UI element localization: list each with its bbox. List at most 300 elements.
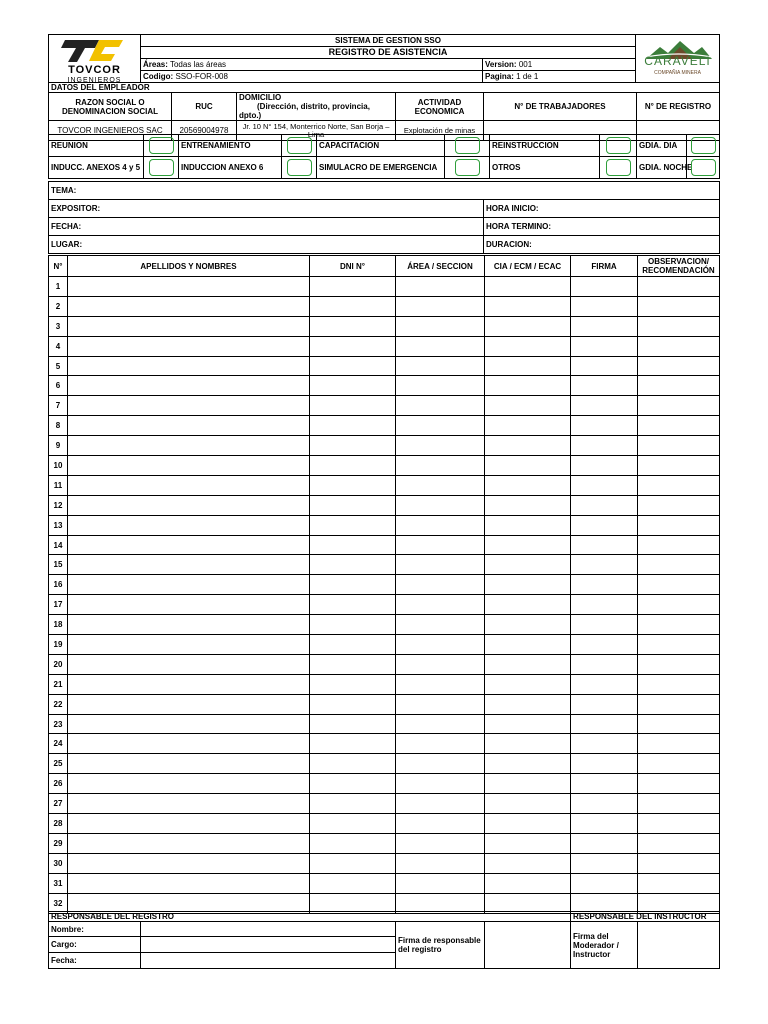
attendance-rows — [49, 277, 720, 914]
row-area-cell[interactable] — [396, 356, 485, 376]
col-domicilio: DOMICILIO (Dirección, distrito, provincia, dpto.) — [237, 93, 396, 121]
row-observacion-cell[interactable] — [638, 356, 720, 376]
row-cia-cell[interactable] — [485, 416, 571, 436]
row-observacion-cell[interactable] — [638, 316, 720, 336]
tema-field[interactable]: TEMA: — [49, 182, 720, 200]
row-area-cell[interactable] — [396, 396, 485, 416]
row-number: 21 — [49, 674, 68, 694]
row-observacion-cell[interactable] — [638, 873, 720, 893]
tovcor-logo-cell — [49, 35, 141, 83]
cargo-input[interactable] — [141, 937, 396, 953]
row-name-cell[interactable] — [68, 436, 310, 456]
row-number: 16 — [49, 575, 68, 595]
duracion-field[interactable]: DURACION: — [484, 236, 720, 254]
row-cia-cell[interactable] — [485, 774, 571, 794]
table-row — [49, 436, 720, 456]
row-name-cell[interactable] — [68, 277, 310, 297]
row-cia-cell[interactable] — [485, 853, 571, 873]
row-area-cell[interactable] — [396, 416, 485, 436]
footer-table — [48, 911, 720, 969]
row-area-cell[interactable] — [396, 277, 485, 297]
row-dni-cell[interactable] — [310, 515, 396, 535]
row-cia-cell[interactable] — [485, 833, 571, 853]
row-cia-cell[interactable] — [485, 615, 571, 635]
row-dni-cell[interactable] — [310, 296, 396, 316]
row-firma-cell[interactable] — [571, 396, 638, 416]
row-dni-cell[interactable] — [310, 615, 396, 635]
row-firma-cell[interactable] — [571, 475, 638, 495]
row-observacion-cell[interactable] — [638, 436, 720, 456]
row-cia-cell[interactable] — [485, 495, 571, 515]
row-firma-cell[interactable] — [571, 794, 638, 814]
resp-registro-title: RESPONSABLE DEL REGISTRO — [49, 912, 571, 922]
col-ruc: RUC — [172, 93, 237, 121]
table-row — [49, 396, 720, 416]
row-dni-cell[interactable] — [310, 396, 396, 416]
col-actividad: ACTIVIDAD ECONOMICA — [396, 93, 484, 121]
table-row — [49, 515, 720, 535]
row-cia-cell[interactable] — [485, 654, 571, 674]
row-dni-cell[interactable] — [310, 833, 396, 853]
row-dni-cell[interactable] — [310, 555, 396, 575]
row-dni-cell[interactable] — [310, 635, 396, 655]
row-name-cell[interactable] — [68, 635, 310, 655]
row-number: 18 — [49, 615, 68, 635]
row-name-cell[interactable] — [68, 615, 310, 635]
cargo-label: Cargo: — [49, 937, 141, 953]
row-dni-cell[interactable] — [310, 654, 396, 674]
row-observacion-cell[interactable] — [638, 694, 720, 714]
row-name-cell[interactable] — [68, 694, 310, 714]
table-row — [49, 853, 720, 873]
type-reinstruccion-checkbox[interactable] — [600, 135, 637, 157]
row-name-cell[interactable] — [68, 456, 310, 476]
resp-instructor-title: RESPONSABLE DEL INSTRUCTOR — [571, 912, 720, 922]
row-name-cell[interactable] — [68, 555, 310, 575]
row-observacion-cell[interactable] — [638, 336, 720, 356]
type-induccion-anexo6-checkbox[interactable] — [282, 157, 317, 179]
row-firma-cell[interactable] — [571, 615, 638, 635]
row-dni-cell[interactable] — [310, 376, 396, 396]
table-row — [49, 674, 720, 694]
row-name-cell[interactable] — [68, 754, 310, 774]
type-induc-anexos-label: INDUCC. ANEXOS 4 y 5 — [49, 157, 144, 179]
row-cia-cell[interactable] — [485, 296, 571, 316]
table-row — [49, 635, 720, 655]
caraveli-logo-name: CARAVELI — [644, 54, 711, 68]
row-name-cell[interactable] — [68, 495, 310, 515]
row-dni-cell[interactable] — [310, 674, 396, 694]
row-name-cell[interactable] — [68, 356, 310, 376]
row-observacion-cell[interactable] — [638, 734, 720, 754]
row-observacion-cell[interactable] — [638, 814, 720, 834]
row-name-cell[interactable] — [68, 595, 310, 615]
row-name-cell[interactable] — [68, 654, 310, 674]
row-number: 5 — [49, 356, 68, 376]
row-cia-cell[interactable] — [485, 396, 571, 416]
row-observacion-cell[interactable] — [638, 853, 720, 873]
row-observacion-cell[interactable] — [638, 615, 720, 635]
row-name-cell[interactable] — [68, 475, 310, 495]
row-cia-cell[interactable] — [485, 635, 571, 655]
row-firma-cell[interactable] — [571, 635, 638, 655]
table-row — [49, 595, 720, 615]
type-capacitacion-label: CAPACITACION — [317, 135, 445, 157]
row-firma-cell[interactable] — [571, 436, 638, 456]
hora-inicio-field[interactable]: HORA INICIO: — [484, 200, 720, 218]
row-cia-cell[interactable] — [485, 376, 571, 396]
col-area-seccion: ÁREA / SECCION — [396, 256, 485, 277]
row-firma-cell[interactable] — [571, 833, 638, 853]
row-observacion-cell[interactable] — [638, 714, 720, 734]
lugar-field[interactable]: LUGAR: — [49, 236, 484, 254]
table-row — [49, 654, 720, 674]
table-row — [49, 456, 720, 476]
row-area-cell[interactable] — [396, 754, 485, 774]
row-observacion-cell[interactable] — [638, 833, 720, 853]
table-row — [49, 873, 720, 893]
row-dni-cell[interactable] — [310, 316, 396, 336]
row-area-cell[interactable] — [396, 595, 485, 615]
table-row — [49, 714, 720, 734]
row-firma-cell[interactable] — [571, 595, 638, 615]
type-capacitacion-checkbox[interactable] — [445, 135, 490, 157]
row-observacion-cell[interactable] — [638, 654, 720, 674]
row-number: 4 — [49, 336, 68, 356]
row-observacion-cell[interactable] — [638, 456, 720, 476]
row-number: 11 — [49, 475, 68, 495]
row-area-cell[interactable] — [396, 535, 485, 555]
row-observacion-cell[interactable] — [638, 495, 720, 515]
row-observacion-cell[interactable] — [638, 794, 720, 814]
table-row — [49, 575, 720, 595]
row-firma-cell[interactable] — [571, 495, 638, 515]
row-firma-cell[interactable] — [571, 376, 638, 396]
row-observacion-cell[interactable] — [638, 396, 720, 416]
row-area-cell[interactable] — [396, 774, 485, 794]
row-name-cell[interactable] — [68, 396, 310, 416]
row-area-cell[interactable] — [396, 794, 485, 814]
row-cia-cell[interactable] — [485, 575, 571, 595]
row-firma-cell[interactable] — [571, 575, 638, 595]
codigo-field: Codigo: SSO-FOR-008 — [141, 71, 483, 83]
row-number: 22 — [49, 694, 68, 714]
row-area-cell[interactable] — [396, 734, 485, 754]
row-number: 23 — [49, 714, 68, 734]
tovcor-logo-sub: INGENIEROS — [67, 77, 122, 84]
row-dni-cell[interactable] — [310, 595, 396, 615]
row-cia-cell[interactable] — [485, 515, 571, 535]
col-dni: DNI N° — [310, 256, 396, 277]
fecha-field[interactable]: FECHA: — [49, 218, 484, 236]
row-cia-cell[interactable] — [485, 316, 571, 336]
system-title: SISTEMA DE GESTION SSO — [141, 35, 636, 47]
table-row — [49, 535, 720, 555]
hora-termino-field[interactable]: HORA TERMINO: — [484, 218, 720, 236]
row-cia-cell[interactable] — [485, 336, 571, 356]
row-firma-cell[interactable] — [571, 515, 638, 535]
row-dni-cell[interactable] — [310, 456, 396, 476]
caraveli-logo-sub: COMPAÑIA MINERA — [654, 70, 701, 76]
table-row — [49, 615, 720, 635]
row-observacion-cell[interactable] — [638, 416, 720, 436]
row-firma-cell[interactable] — [571, 694, 638, 714]
type-simulacro-label: SIMULACRO DE EMERGENCIA — [317, 157, 445, 179]
row-dni-cell[interactable] — [310, 734, 396, 754]
row-cia-cell[interactable] — [485, 814, 571, 834]
row-firma-cell[interactable] — [571, 674, 638, 694]
row-number: 24 — [49, 734, 68, 754]
row-area-cell[interactable] — [396, 714, 485, 734]
row-number: 32 — [49, 893, 68, 913]
row-cia-cell[interactable] — [485, 535, 571, 555]
row-observacion-cell[interactable] — [638, 277, 720, 297]
col-apellidos-nombres: APELLIDOS Y NOMBRES — [68, 256, 310, 277]
row-name-cell[interactable] — [68, 774, 310, 794]
firma-responsable-box[interactable] — [485, 922, 571, 969]
col-numero: N° — [49, 256, 68, 277]
meta-table — [48, 181, 720, 254]
row-number: 15 — [49, 555, 68, 575]
type-simulacro-checkbox[interactable] — [445, 157, 490, 179]
row-cia-cell[interactable] — [485, 356, 571, 376]
row-firma-cell[interactable] — [571, 336, 638, 356]
row-area-cell[interactable] — [396, 814, 485, 834]
row-cia-cell[interactable] — [485, 595, 571, 615]
employer-table — [48, 82, 720, 141]
row-name-cell[interactable] — [68, 416, 310, 436]
row-name-cell[interactable] — [68, 515, 310, 535]
row-dni-cell[interactable] — [310, 336, 396, 356]
types-table — [48, 134, 720, 179]
row-firma-cell[interactable] — [571, 356, 638, 376]
row-number: 13 — [49, 515, 68, 535]
row-name-cell[interactable] — [68, 814, 310, 834]
row-area-cell[interactable] — [396, 615, 485, 635]
type-entrenamiento-checkbox[interactable] — [282, 135, 317, 157]
fecha-footer-input[interactable] — [141, 953, 396, 969]
row-area-cell[interactable] — [396, 376, 485, 396]
row-name-cell[interactable] — [68, 674, 310, 694]
type-reunion-checkbox[interactable] — [144, 135, 179, 157]
actividad-value[interactable]: Explotación de minas — [396, 121, 484, 141]
row-area-cell[interactable] — [396, 635, 485, 655]
row-number: 17 — [49, 595, 68, 615]
tovcor-logo-name: TOVCOR — [68, 64, 121, 76]
row-area-cell[interactable] — [396, 694, 485, 714]
row-firma-cell[interactable] — [571, 535, 638, 555]
row-dni-cell[interactable] — [310, 416, 396, 436]
row-cia-cell[interactable] — [485, 794, 571, 814]
row-number: 8 — [49, 416, 68, 436]
row-observacion-cell[interactable] — [638, 635, 720, 655]
row-firma-cell[interactable] — [571, 814, 638, 834]
row-observacion-cell[interactable] — [638, 575, 720, 595]
row-dni-cell[interactable] — [310, 754, 396, 774]
row-area-cell[interactable] — [396, 336, 485, 356]
row-dni-cell[interactable] — [310, 794, 396, 814]
row-area-cell[interactable] — [396, 654, 485, 674]
row-cia-cell[interactable] — [485, 754, 571, 774]
nombre-label: Nombre: — [49, 922, 141, 937]
col-trabajadores: N° DE TRABAJADORES — [484, 93, 637, 121]
row-observacion-cell[interactable] — [638, 296, 720, 316]
row-cia-cell[interactable] — [485, 873, 571, 893]
row-area-cell[interactable] — [396, 515, 485, 535]
row-cia-cell[interactable] — [485, 714, 571, 734]
table-row — [49, 376, 720, 396]
row-firma-cell[interactable] — [571, 714, 638, 734]
row-number: 6 — [49, 376, 68, 396]
row-area-cell[interactable] — [396, 456, 485, 476]
row-area-cell[interactable] — [396, 296, 485, 316]
type-induc-anexos-checkbox[interactable] — [144, 157, 179, 179]
row-area-cell[interactable] — [396, 495, 485, 515]
row-dni-cell[interactable] — [310, 694, 396, 714]
firma-moderador-label: Firma del Moderador / Instructor — [571, 922, 638, 969]
row-firma-cell[interactable] — [571, 416, 638, 436]
row-firma-cell[interactable] — [571, 853, 638, 873]
type-otros-checkbox[interactable] — [600, 157, 637, 179]
row-dni-cell[interactable] — [310, 575, 396, 595]
table-row — [49, 475, 720, 495]
row-cia-cell[interactable] — [485, 734, 571, 754]
table-row — [49, 694, 720, 714]
row-firma-cell[interactable] — [571, 754, 638, 774]
row-dni-cell[interactable] — [310, 495, 396, 515]
domicilio-value[interactable]: Jr. 10 N° 154, Monterrico Norte, San Borja – Lima — [237, 121, 396, 141]
table-row — [49, 356, 720, 376]
row-name-cell[interactable] — [68, 336, 310, 356]
row-number: 2 — [49, 296, 68, 316]
row-observacion-cell[interactable] — [638, 376, 720, 396]
row-dni-cell[interactable] — [310, 714, 396, 734]
type-reunion-label: REUNION — [49, 135, 144, 157]
row-firma-cell[interactable] — [571, 316, 638, 336]
row-observacion-cell[interactable] — [638, 475, 720, 495]
table-row — [49, 495, 720, 515]
row-observacion-cell[interactable] — [638, 555, 720, 575]
row-observacion-cell[interactable] — [638, 754, 720, 774]
row-name-cell[interactable] — [68, 794, 310, 814]
table-row — [49, 754, 720, 774]
row-observacion-cell[interactable] — [638, 535, 720, 555]
row-name-cell[interactable] — [68, 376, 310, 396]
row-cia-cell[interactable] — [485, 475, 571, 495]
ruc-value[interactable]: 20569004978 — [172, 121, 237, 141]
row-area-cell[interactable] — [396, 555, 485, 575]
row-name-cell[interactable] — [68, 714, 310, 734]
row-area-cell[interactable] — [396, 575, 485, 595]
row-dni-cell[interactable] — [310, 436, 396, 456]
table-row — [49, 416, 720, 436]
row-name-cell[interactable] — [68, 535, 310, 555]
row-observacion-cell[interactable] — [638, 595, 720, 615]
col-cia: CIA / ECM / ECAC — [485, 256, 571, 277]
row-dni-cell[interactable] — [310, 774, 396, 794]
row-number: 19 — [49, 635, 68, 655]
row-firma-cell[interactable] — [571, 555, 638, 575]
row-firma-cell[interactable] — [571, 654, 638, 674]
table-row — [49, 555, 720, 575]
row-cia-cell[interactable] — [485, 456, 571, 476]
row-dni-cell[interactable] — [310, 814, 396, 834]
firma-moderador-box[interactable] — [638, 922, 720, 969]
row-name-cell[interactable] — [68, 296, 310, 316]
row-dni-cell[interactable] — [310, 277, 396, 297]
type-gdia-noche-checkbox[interactable] — [687, 157, 720, 179]
row-area-cell[interactable] — [396, 475, 485, 495]
row-firma-cell[interactable] — [571, 873, 638, 893]
row-area-cell[interactable] — [396, 873, 485, 893]
row-area-cell[interactable] — [396, 436, 485, 456]
row-name-cell[interactable] — [68, 575, 310, 595]
row-dni-cell[interactable] — [310, 535, 396, 555]
row-name-cell[interactable] — [68, 873, 310, 893]
row-number: 31 — [49, 873, 68, 893]
row-name-cell[interactable] — [68, 833, 310, 853]
row-firma-cell[interactable] — [571, 277, 638, 297]
table-row — [49, 774, 720, 794]
row-firma-cell[interactable] — [571, 456, 638, 476]
row-cia-cell[interactable] — [485, 694, 571, 714]
row-number: 27 — [49, 794, 68, 814]
row-number: 28 — [49, 814, 68, 834]
row-name-cell[interactable] — [68, 316, 310, 336]
nombre-input[interactable] — [141, 922, 396, 937]
razon-social-value[interactable]: TOVCOR INGENIEROS SAC — [49, 121, 172, 141]
row-firma-cell[interactable] — [571, 734, 638, 754]
row-observacion-cell[interactable] — [638, 515, 720, 535]
row-area-cell[interactable] — [396, 674, 485, 694]
row-number: 12 — [49, 495, 68, 515]
row-firma-cell[interactable] — [571, 296, 638, 316]
row-number: 14 — [49, 535, 68, 555]
row-cia-cell[interactable] — [485, 674, 571, 694]
table-row — [49, 296, 720, 316]
row-firma-cell[interactable] — [571, 774, 638, 794]
areas-field: Áreas: Todas las áreas — [141, 59, 483, 71]
row-number: 25 — [49, 754, 68, 774]
row-area-cell[interactable] — [396, 853, 485, 873]
row-area-cell[interactable] — [396, 316, 485, 336]
row-number: 10 — [49, 456, 68, 476]
row-name-cell[interactable] — [68, 734, 310, 754]
type-entrenamiento-label: ENTRENAMIENTO — [179, 135, 282, 157]
fecha-footer-label: Fecha: — [49, 953, 141, 969]
row-area-cell[interactable] — [396, 833, 485, 853]
row-name-cell[interactable] — [68, 853, 310, 873]
type-gdia-dia-checkbox[interactable] — [687, 135, 720, 157]
row-dni-cell[interactable] — [310, 356, 396, 376]
col-observacion: OBSERVACION/ RECOMENDACIÓN — [638, 256, 720, 277]
row-dni-cell[interactable] — [310, 853, 396, 873]
header-table — [48, 34, 720, 83]
row-cia-cell[interactable] — [485, 277, 571, 297]
expositor-field[interactable]: EXPOSITOR: — [49, 200, 484, 218]
row-dni-cell[interactable] — [310, 475, 396, 495]
row-dni-cell[interactable] — [310, 873, 396, 893]
row-observacion-cell[interactable] — [638, 774, 720, 794]
type-induccion-anexo6-label: INDUCCION ANEXO 6 — [179, 157, 282, 179]
row-cia-cell[interactable] — [485, 555, 571, 575]
table-row — [49, 277, 720, 297]
row-cia-cell[interactable] — [485, 436, 571, 456]
form-title: REGISTRO DE ASISTENCIA — [141, 47, 636, 59]
row-observacion-cell[interactable] — [638, 674, 720, 694]
table-row — [49, 814, 720, 834]
row-number: 29 — [49, 833, 68, 853]
